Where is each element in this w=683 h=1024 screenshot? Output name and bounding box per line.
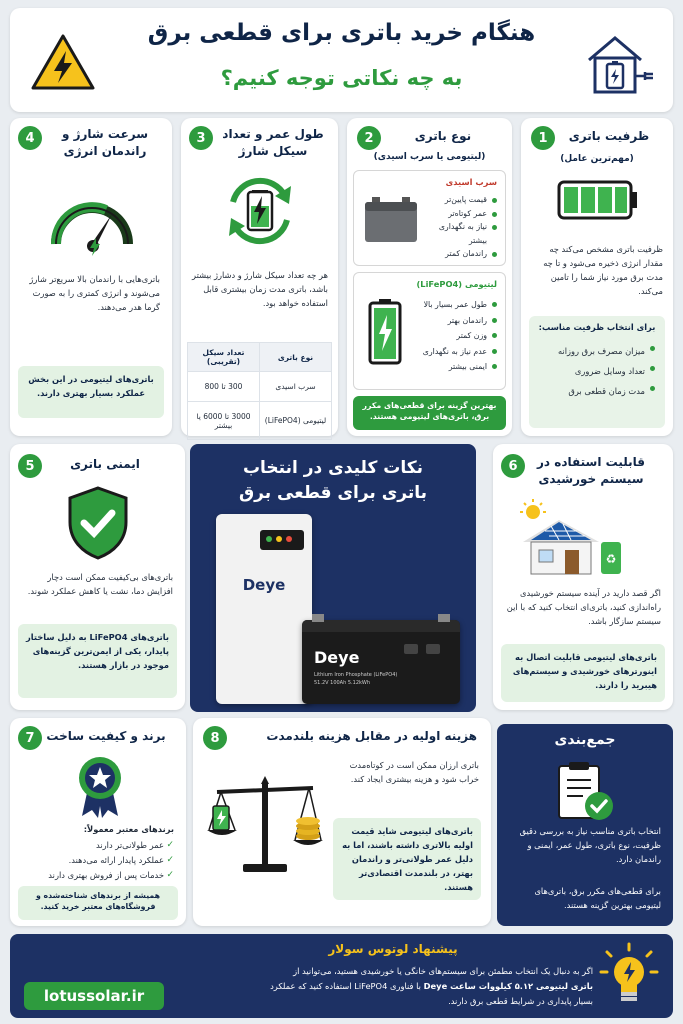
battery-spec: Lithium Iron Phosphate (LiFePO4)	[314, 672, 398, 678]
section-body: باتری‌های بی‌کیفیت ممکن است دچار افزایش دما، نشت یا کاهش عملکرد شوند.	[27, 572, 173, 596]
section-note: باتری‌های لیتیومی در این بخش عملکرد بسیار بهتری دارند.	[18, 366, 164, 418]
section-brand	[10, 718, 186, 926]
key-points-panel	[190, 444, 476, 712]
cycle-table	[187, 342, 332, 440]
section-number: 5	[18, 454, 42, 478]
banner-line: اگر به دنبال یک انتخاب مطمئن برای سیستم‌های خانگی یا خورشیدی هستید، می‌توانید از	[293, 966, 593, 976]
summary-text: انتخاب باتری مناسب نیاز به بررسی دقیق ظرفیت، نوع باتری، طول عمر، ایمنی و راندمان دارد.	[519, 826, 661, 864]
table-header: نوع باتری	[260, 343, 332, 372]
battery-brand: Deye	[314, 648, 360, 667]
summary-panel	[497, 724, 673, 926]
balance-scale-icon	[207, 770, 323, 880]
section-body: اگر قصد دارید در آینده سیستم خورشیدی راه‌اندازی کنید، باتری‌ای انتخاب کنید که با این سیستم سازگار باشد.	[506, 588, 661, 626]
table-cell: سرب اسیدی	[260, 372, 332, 402]
section-safety	[10, 444, 185, 710]
website-link[interactable]: lotussolar.ir	[24, 982, 164, 1010]
section-title: ظرفیت باتری	[568, 129, 650, 143]
battery-spec: 51.2V 100Ah 5.12kWh	[314, 680, 371, 686]
table-cell: لیتیومی (LiFePO4)	[260, 402, 332, 440]
section-number: 1	[531, 126, 555, 150]
section-lifespan	[181, 118, 338, 436]
capacity-tips-box	[529, 316, 665, 428]
section-number: 8	[203, 726, 227, 750]
list-item: مدت زمان قطعی برق	[539, 381, 655, 401]
list-item: نیاز به نگهداری بیشتر	[423, 220, 497, 247]
list-item: ایمنی بیشتر	[411, 359, 497, 375]
table-cell: 300 تا 800	[188, 372, 260, 402]
section-number: 4	[18, 126, 42, 150]
battery-connector	[426, 644, 440, 654]
section-number: 3	[189, 126, 213, 150]
quality-badge-icon	[76, 754, 124, 818]
lithium-list	[411, 297, 497, 375]
warning-icon	[30, 33, 96, 91]
list-item: ✓ عملکرد پایدار ارائه می‌دهند.	[18, 853, 174, 868]
lead-acid-battery-icon	[364, 197, 418, 243]
section-solar	[493, 444, 673, 710]
lightbulb-icon	[599, 942, 659, 1010]
banner-line: بسیار پایداری در شرایط قطعی برق دارند.	[448, 996, 593, 1006]
solar-house-icon	[519, 498, 625, 580]
section-note: همیشه از برندهای شناخته‌شده و فروشگاه‌های معتبر خرید کنید.	[18, 886, 178, 920]
tips-title: برای انتخاب ظرفیت مناسب:	[538, 322, 656, 332]
tips-list	[529, 335, 665, 407]
section-note: باتری‌های لیتیومی قابلیت اتصال به اینورترهای خورشیدی و سیستم‌های هیبرید را دارند.	[501, 644, 665, 702]
list-item: ✓ عمر طولانی‌تر دارند	[18, 838, 174, 853]
battery-connector	[404, 644, 418, 654]
house-battery-icon	[583, 32, 659, 98]
list-item: قیمت پایین‌تر	[423, 193, 497, 207]
list-item: تعداد وسایل ضروری	[539, 361, 655, 381]
battery-terminal	[438, 614, 450, 622]
section-body: باتری‌هایی با راندمان بالا سریع‌تر شارژ می‌شوند و انرژی کمتری را به صورت گرما هدر می‌دهند.	[29, 274, 160, 312]
banner-text: با فناوری LiFePO4 استفاده کنید که عملکرد	[270, 981, 424, 991]
page-subtitle: به چه نکاتی توجه کنیم؟	[220, 66, 463, 90]
list-item: وزن کمتر	[411, 328, 497, 344]
section-title: نوع باتری	[414, 129, 472, 143]
section-title: هزینه اولیه در مقابل هزینه بلندمدت	[266, 729, 477, 743]
checklist-icon	[553, 760, 617, 822]
section-title: سرعت شارژ و راندمان انرژی	[61, 127, 149, 158]
deye-battery	[302, 620, 460, 704]
section-body: باتری ارزان ممکن است در کوتاه‌مدت خراب شود و هزینه بیشتری ایجاد کند.	[349, 760, 479, 784]
inverter-led	[276, 536, 282, 542]
lithium-recommendation: بهترین گزینه برای قطعی‌های مکرر برق، باتری‌های لیتیومی هستند.	[353, 396, 506, 430]
section-number: 6	[501, 454, 525, 478]
inverter-led	[286, 536, 292, 542]
section-charge-speed	[10, 118, 172, 436]
section-cost	[193, 718, 491, 926]
section-number: 2	[357, 126, 381, 150]
battery-full-icon	[557, 180, 639, 220]
panel-title: نکات کلیدی در انتخاب باتری برای قطعی برق	[238, 458, 428, 503]
shield-check-icon	[66, 486, 130, 560]
deye-inverter	[216, 514, 312, 704]
lead-acid-title: سرب اسیدی	[445, 177, 497, 187]
lead-acid-list	[423, 193, 497, 261]
summary-title: جمع‌بندی	[554, 732, 616, 748]
section-note: باتری‌های LiFePO4 به دلیل ساختار پایدار، یکی از ایمن‌ترین گزینه‌های موجود در بازار هستند.	[18, 624, 177, 698]
list-item: میزان مصرف برق روزانه	[539, 341, 655, 361]
section-body: ظرفیت باتری مشخص می‌کند چه مقدار انرژی ذخیره می‌شود و تا چه مدت برق مورد نیاز شما را تامین می‌کند.	[543, 244, 663, 296]
page-title: هنگام خرید باتری برای قطعی برق	[147, 20, 536, 46]
section-subtitle: (مهم‌ترین عامل)	[560, 154, 634, 164]
section-title: قابلیت استفاده در سیستم خورشیدی	[537, 455, 645, 486]
section-capacity	[521, 118, 673, 436]
svg-text:♻: ♻	[605, 552, 617, 566]
list-item: راندمان بهتر	[411, 313, 497, 329]
table-header: تعداد سیکل (تقریبی)	[188, 343, 260, 372]
banner-title: پیشنهاد لوتوس سولار	[328, 942, 458, 956]
banner-line	[173, 979, 593, 994]
list-item: طول عمر بسیار بالا	[411, 297, 497, 313]
lotus-solar-banner	[10, 934, 673, 1018]
section-title: برند و کیفیت ساخت	[46, 729, 166, 743]
lead-acid-box	[353, 170, 506, 266]
section-note: باتری‌های لیتیومی شاید قیمت اولیه بالاتری داشته باشند، اما به دلیل عمر طولانی‌تر و راندمان بهتر، در بلندمدت اقتصادی‌تر هستند.	[333, 818, 481, 900]
header-card	[10, 8, 673, 112]
section-title: طول عمر و تعداد سیکل شارژ	[222, 127, 324, 158]
brand-benefits-list	[18, 838, 174, 883]
section-battery-type	[347, 118, 512, 436]
battery-cycle-icon	[219, 170, 301, 252]
lithium-box	[353, 272, 506, 390]
battery-terminal	[312, 614, 324, 622]
list-item: عمر کوتاه‌تر	[423, 207, 497, 221]
gauge-icon	[46, 184, 138, 258]
section-subtitle: (لیتیومی یا سرب اسیدی)	[373, 152, 486, 162]
inverter-brand: Deye	[242, 576, 286, 594]
list-item: عدم نیاز به نگهداری	[411, 344, 497, 360]
table-cell: 3000 تا 6000 یا بیشتر	[188, 402, 260, 440]
section-title: ایمنی باتری	[70, 457, 140, 471]
lithium-battery-icon	[368, 299, 402, 365]
section-number: 7	[18, 726, 42, 750]
banner-highlight: باتری لیتیومی ۵.۱۲ کیلووات ساعت Deye	[423, 981, 593, 991]
brands-intro: برندهای معتبر معمولاً:	[83, 824, 174, 834]
section-body: هر چه تعداد سیکل شارژ و دشارژ بیشتر باشد، باتری مدت زمان بیشتری قابل استفاده خواهد بود.	[192, 270, 328, 308]
lithium-title: لیتیومی (LiFePO4)	[416, 279, 497, 289]
summary-text: برای قطعی‌های مکرر برق، باتری‌های لیتیومی بهترین گزینه هستند.	[534, 886, 661, 910]
inverter-led	[266, 536, 272, 542]
list-item: راندمان کمتر	[423, 247, 497, 261]
list-item: ✓ خدمات پس از فروش بهتری دارند	[18, 868, 174, 883]
